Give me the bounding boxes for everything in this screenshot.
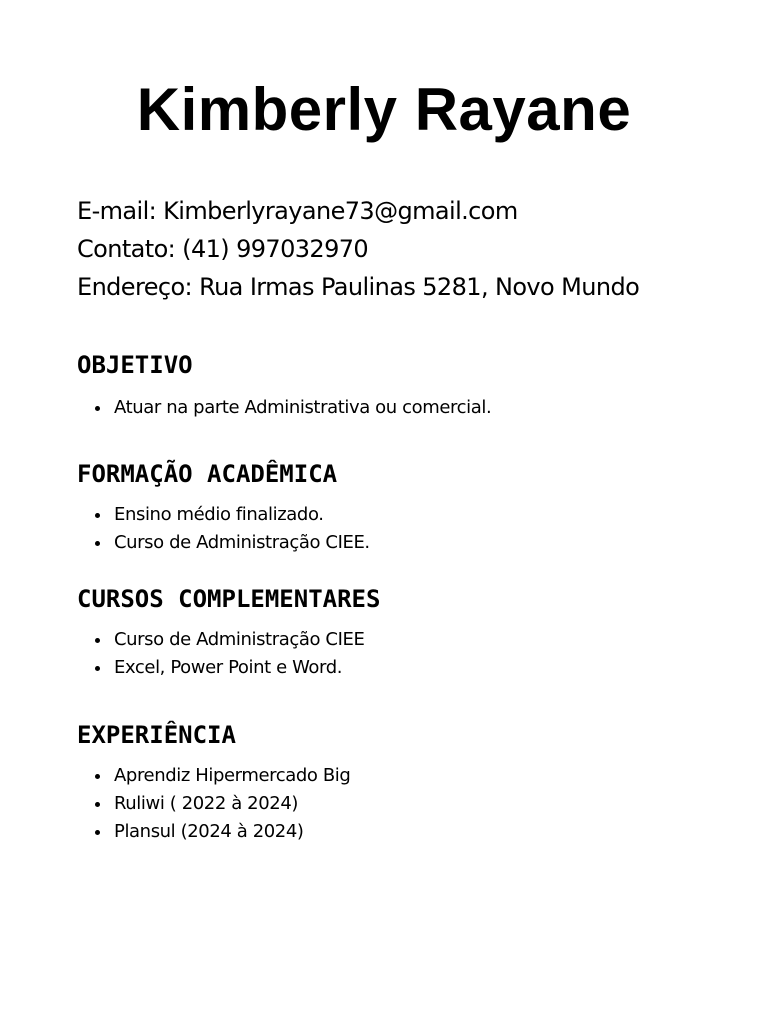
- list-item-text: Aprendiz Hipermercado Big: [114, 765, 351, 786]
- list-experiencia: [77, 762, 737, 846]
- list-item-text: Curso de Administração CIEE: [114, 629, 365, 650]
- contact-email: E-mail: Kimberlyrayane73@gmail.com: [77, 197, 518, 225]
- section-formacao-academica: [77, 459, 737, 557]
- section-title-cursos: CURSOS COMPLEMENTARES: [77, 585, 381, 613]
- section-title-experiencia: EXPERIÊNCIA: [77, 721, 236, 749]
- list-item-text: Atuar na parte Administrativa ou comercial.: [114, 397, 492, 418]
- bullet-icon: [95, 513, 100, 518]
- list-item: [77, 762, 737, 790]
- list-item-text: Curso de Administração CIEE.: [114, 532, 370, 553]
- bullet-icon: [95, 774, 100, 779]
- list-item-text: Ensino médio finalizado.: [114, 504, 324, 525]
- bullet-icon: [95, 830, 100, 835]
- section-objetivo: [77, 350, 737, 422]
- list-item: [77, 394, 737, 422]
- list-item: [77, 790, 737, 818]
- list-item: [77, 626, 737, 654]
- list-objetivo: [77, 394, 737, 422]
- candidate-name: Kimberly Rayane: [136, 76, 632, 143]
- list-item: [77, 818, 737, 846]
- list-item: [77, 501, 737, 529]
- list-item: [77, 529, 737, 557]
- contact-address: Endereço: Rua Irmas Paulinas 5281, Novo Mundo: [77, 273, 640, 301]
- bullet-icon: [95, 541, 100, 546]
- list-item-text: Excel, Power Point e Word.: [114, 657, 343, 678]
- list-item: [77, 654, 737, 682]
- section-cursos-complementares: [77, 584, 737, 682]
- bullet-icon: [95, 406, 100, 411]
- contact-block: [77, 192, 757, 306]
- list-cursos: [77, 626, 737, 682]
- section-experiencia: [77, 720, 737, 846]
- section-title-objetivo: OBJETIVO: [77, 351, 193, 379]
- bullet-icon: [95, 802, 100, 807]
- bullet-icon: [95, 666, 100, 671]
- list-item-text: Plansul (2024 à 2024): [114, 821, 304, 842]
- list-item-text: Ruliwi ( 2022 à 2024): [114, 793, 299, 814]
- section-title-formacao: FORMAÇÃO ACADÊMICA: [77, 460, 338, 488]
- bullet-icon: [95, 638, 100, 643]
- contact-phone: Contato: (41) 997032970: [77, 235, 369, 263]
- list-formacao: [77, 501, 737, 557]
